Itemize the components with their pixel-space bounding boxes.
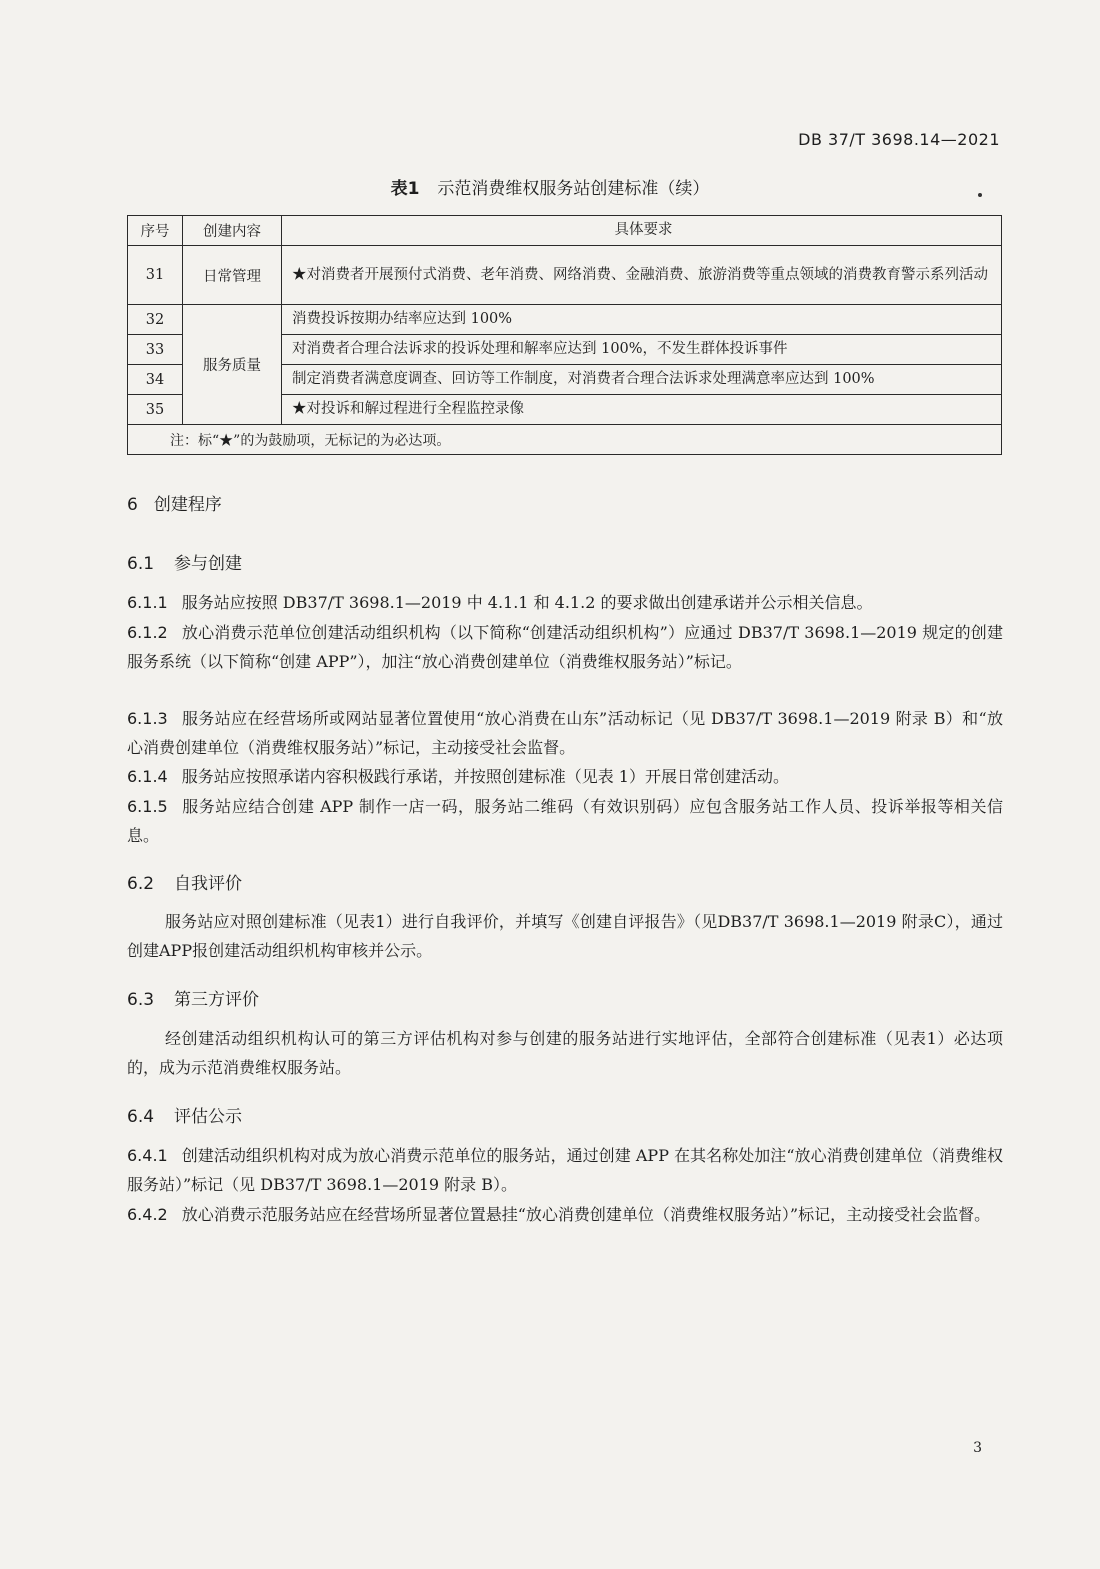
row-category: 服务质量 (183, 305, 282, 425)
row-requirement: ★对消费者开展预付式消费、老年消费、网络消费、金融消费、旅游消费等重点领域的消费教育警示系列活动 (282, 246, 1002, 305)
table-note: 注：标“★”的为鼓励项，无标记的为必达项。 (128, 425, 1002, 455)
row-number: 35 (128, 395, 183, 425)
paragraph-6-2: 服务站应对照创建标准（见表1）进行自我评价，并填写《创建自评报告》（见DB37/T 3698.1—2019 附录C），通过创建APP报创建活动组织机构审核并公示。 (127, 912, 1003, 960)
paragraph-6-4-2: 6.4.2 放心消费示范服务站应在经营场所显著位置悬挂“放心消费创建单位（消费维权服务站）”标记，主动接受社会监督。 (127, 1205, 991, 1224)
paragraph-6-1-2: 6.1.2 放心消费示范单位创建活动组织机构（以下简称“创建活动组织机构”）应通过 DB37/T 3698.1—2019 规定的创建服务系统（以下简称“创建 APP”），加注“放心消费创建单位（消费维权服务站）”标记。 (127, 623, 1003, 671)
row-number: 32 (128, 305, 183, 335)
row-number: 34 (128, 365, 183, 395)
table-title-text: 示范消费维权服务站创建标准（续） (437, 179, 710, 199)
table-title (0, 174, 1100, 199)
row-number: 33 (128, 335, 183, 365)
document-code: DB 37/T 3698.14—2021 (798, 130, 1000, 149)
standards-table (127, 215, 1002, 455)
row-requirement: 对消费者合理合法诉求的投诉处理和解率应达到 100%，不发生群体投诉事件 (282, 335, 1002, 365)
subsection-heading: 6.2 自我评价 (127, 874, 243, 894)
table-number: 表1 (390, 179, 420, 199)
paragraph-6-4-1: 6.4.1 创建活动组织机构对成为放心消费示范单位的服务站，通过创建 APP 在其名称处加注“放心消费创建单位（消费维权服务站）”标记（见 DB37/T 3698.1—2019 附录 B）。 (127, 1146, 1003, 1194)
table-header-row (128, 216, 1002, 246)
row-number: 31 (128, 246, 183, 305)
row-category: 日常管理 (183, 246, 282, 305)
row-requirement: 消费投诉按期办结率应达到 100% (282, 305, 1002, 335)
table-note-row (128, 425, 1002, 455)
table-row (128, 246, 1002, 305)
subsection-heading: 6.3 第三方评价 (127, 990, 260, 1010)
subsection-heading: 6.1 参与创建 (127, 554, 243, 574)
paragraph-6-1-5: 6.1.5 服务站应结合创建 APP 制作一店一码，服务站二维码（有效识别码）应包含服务站工作人员、投诉举报等相关信息。 (127, 797, 1003, 845)
paragraph-6-1-4: 6.1.4 服务站应按照承诺内容积极践行承诺，并按照创建标准（见表 1）开展日常创建活动。 (127, 767, 789, 786)
column-header: 序号 (128, 216, 183, 246)
page-number: 3 (973, 1440, 982, 1456)
subsection-heading: 6.4 评估公示 (127, 1107, 243, 1127)
paragraph-6-1-3: 6.1.3 服务站应在经营场所或网站显著位置使用“放心消费在山东”活动标记（见 DB37/T 3698.1—2019 附录 B）和“放心消费创建单位（消费维权服务站）”标记，主动接受社会监督。 (127, 709, 1003, 757)
paragraph-6-1-1: 6.1.1 服务站应按照 DB37/T 3698.1—2019 中 4.1.1 和 4.1.2 的要求做出创建承诺并公示相关信息。 (127, 593, 873, 612)
table-row (128, 305, 1002, 335)
section-heading: 6 创建程序 (127, 495, 222, 515)
scan-speck (978, 193, 982, 197)
column-header: 创建内容 (183, 216, 282, 246)
row-requirement: ★对投诉和解过程进行全程监控录像 (282, 395, 1002, 425)
column-header: 具体要求 (282, 216, 1002, 246)
paragraph-6-3: 经创建活动组织机构认可的第三方评估机构对参与创建的服务站进行实地评估，全部符合创建标准（见表1）必达项的，成为示范消费维权服务站。 (127, 1029, 1003, 1077)
row-requirement: 制定消费者满意度调查、回访等工作制度，对消费者合理合法诉求处理满意率应达到 100% (282, 365, 1002, 395)
